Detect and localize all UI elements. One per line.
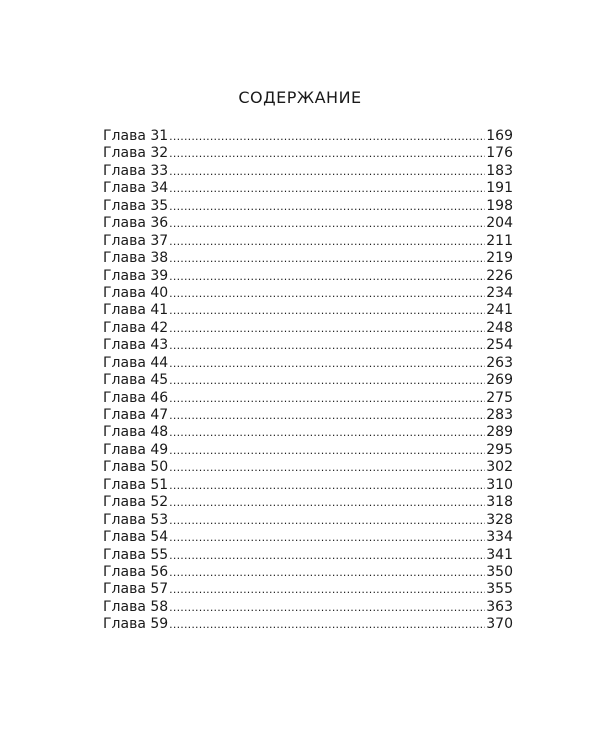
toc-entry-page: 302 [486,459,513,476]
toc-entry-label: Глава 42 [103,319,169,336]
toc-entry [103,145,513,162]
toc-entry-label: Глава 52 [103,494,169,511]
dot-leader [169,337,485,354]
dot-leader [169,477,485,494]
toc-entry-page: 219 [486,250,513,267]
toc-entry-page: 183 [486,162,513,179]
dot-leader [169,564,485,581]
dot-leader [169,372,485,389]
toc-entry [103,355,513,372]
toc-entry-label: Глава 58 [103,598,169,615]
toc-entry-label: Глава 59 [103,616,169,633]
toc-entry-page: 283 [486,407,513,423]
dot-leader [169,442,485,459]
toc-entry-page: 350 [486,563,513,580]
toc-entry [103,424,513,441]
page-title: СОДЕРЖАНИЕ [238,88,362,107]
toc-entry-page: 226 [486,267,513,284]
toc-entry [103,529,513,546]
dot-leader [169,407,485,424]
toc-entry-label: Глава 32 [103,145,169,162]
toc-entry [103,459,513,476]
toc-entry [103,616,513,633]
toc-entry-label: Глава 38 [103,250,169,267]
toc-entry-page: 211 [486,232,513,249]
toc-entry-page: 198 [486,197,513,214]
toc-entry-page: 318 [486,494,513,511]
dot-leader [169,180,485,197]
dot-leader [169,302,485,319]
toc-entry-label: Глава 48 [103,424,169,441]
toc-entry-label: Глава 39 [103,267,169,284]
toc-entry-label: Глава 56 [103,563,169,580]
toc-entry-label: Глава 36 [103,215,169,232]
dot-leader [169,581,485,598]
toc-entry-page: 254 [486,337,513,354]
dot-leader [169,494,485,511]
toc-entry [103,390,513,407]
toc-entry [103,233,513,250]
toc-entry [103,180,513,197]
toc-entry-page: 275 [486,389,513,406]
toc-entry [103,477,513,494]
toc-entry-page: 169 [486,128,513,144]
dot-leader [169,163,485,180]
toc-entry [103,407,513,424]
toc-entry-label: Глава 57 [103,581,169,598]
dot-leader [169,215,485,232]
toc-entry-label: Глава 34 [103,180,169,197]
dot-leader [169,250,485,267]
dot-leader [169,320,485,337]
dot-leader [169,512,485,529]
dot-leader [169,616,485,633]
toc-entry-label: Глава 37 [103,232,169,249]
toc-entry-page: 248 [486,319,513,336]
toc-entry-label: Глава 31 [103,128,169,144]
dot-leader [169,547,485,564]
toc-entry-page: 191 [486,180,513,197]
toc-entry-page: 176 [486,145,513,162]
dot-leader [169,390,485,407]
dot-leader [169,355,485,372]
toc-entry-label: Глава 45 [103,372,169,389]
dot-leader [169,285,485,302]
dot-leader [169,599,485,616]
toc-entry [103,599,513,616]
toc-entry-page: 341 [486,546,513,563]
toc-entry-label: Глава 33 [103,162,169,179]
toc-entry [103,163,513,180]
toc-entry-page: 241 [486,302,513,319]
toc-entry-page: 310 [486,476,513,493]
toc-entry [103,564,513,581]
toc-entry-page: 355 [486,581,513,598]
table-of-contents [103,128,513,634]
dot-leader [169,198,485,215]
toc-entry-page: 334 [486,529,513,546]
toc-entry-label: Глава 40 [103,284,169,301]
toc-entry [103,302,513,319]
toc-entry-label: Глава 46 [103,389,169,406]
toc-entry-page: 328 [486,511,513,528]
toc-entry-page: 234 [486,284,513,301]
toc-entry [103,198,513,215]
toc-entry-label: Глава 49 [103,441,169,458]
dot-leader [169,459,485,476]
toc-entry [103,337,513,354]
toc-entry [103,128,513,145]
toc-entry-label: Глава 54 [103,529,169,546]
toc-entry-label: Глава 43 [103,337,169,354]
toc-entry-label: Глава 35 [103,197,169,214]
toc-entry-label: Глава 44 [103,354,169,371]
toc-entry [103,285,513,302]
dot-leader [169,128,485,145]
toc-entry-page: 204 [486,215,513,232]
toc-entry [103,250,513,267]
toc-entry-page: 363 [486,598,513,615]
dot-leader [169,424,485,441]
dot-leader [169,529,485,546]
toc-entry-label: Глава 50 [103,459,169,476]
toc-entry-page: 269 [486,372,513,389]
dot-leader [169,145,485,162]
toc-entry [103,442,513,459]
toc-entry-label: Глава 41 [103,302,169,319]
toc-entry-page: 295 [486,441,513,458]
toc-entry-label: Глава 51 [103,476,169,493]
toc-entry [103,581,513,598]
toc-entry [103,268,513,285]
toc-entry [103,512,513,529]
toc-entry-label: Глава 47 [103,407,169,423]
toc-entry [103,494,513,511]
dot-leader [169,268,485,285]
dot-leader [169,233,485,250]
toc-entry [103,547,513,564]
toc-entry [103,372,513,389]
toc-entry-label: Глава 55 [103,546,169,563]
toc-entry-label: Глава 53 [103,511,169,528]
toc-entry-page: 289 [486,424,513,441]
toc-entry [103,320,513,337]
toc-entry-page: 370 [486,616,513,633]
toc-entry [103,215,513,232]
toc-entry-page: 263 [486,354,513,371]
